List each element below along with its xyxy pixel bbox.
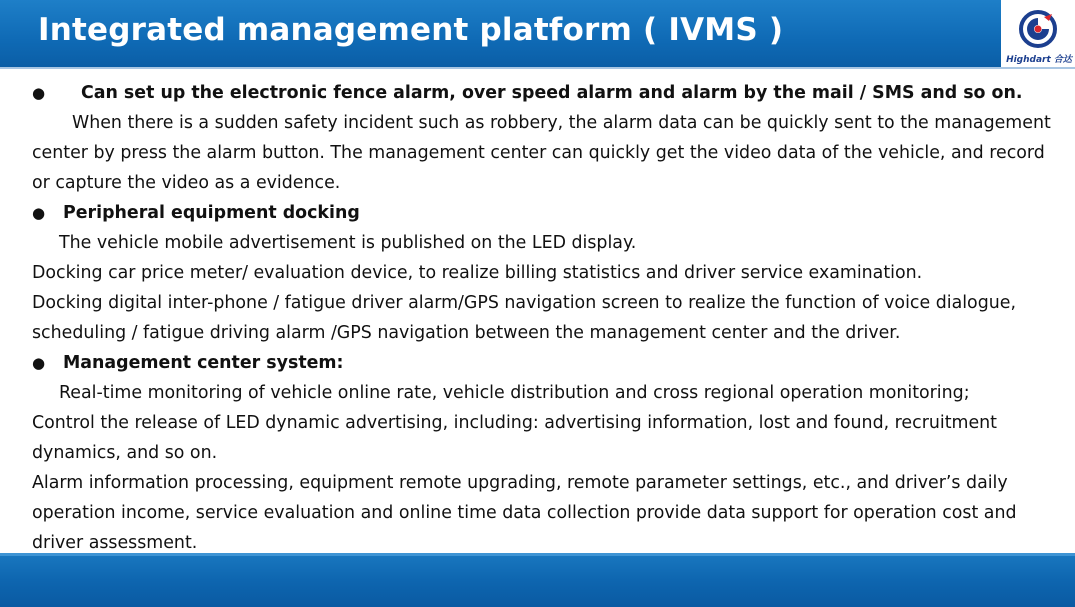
section-heading-peripheral <box>32 198 1062 228</box>
bullet-icon: ● <box>32 84 46 102</box>
paragraph-line: Real-time monitoring of vehicle online rate, vehicle distribution and cross regional operation monitoring; <box>59 383 970 403</box>
paragraph-line: or capture the video as a evidence. <box>32 173 341 193</box>
paragraph-line: Control the release of LED dynamic advertising, including: advertising information, lost and found, recruitment <box>32 413 997 433</box>
paragraph-line: Alarm information processing, equipment remote upgrading, remote parameter settings, etc., and driver’s daily <box>32 473 1008 493</box>
paragraph-line: Docking digital inter-phone / fatigue driver alarm/GPS navigation screen to realize the function of voice dialogue, <box>32 293 1016 313</box>
heading-alarm: Can set up the electronic fence alarm, over speed alarm and alarm by the mail / SMS and so on. <box>81 83 1023 103</box>
company-logo <box>1001 0 1075 67</box>
logo-wordmark: Highdart 合达 <box>1006 55 1072 65</box>
paragraph-line: driver assessment. <box>32 533 198 553</box>
paragraph-line: operation income, service evaluation and online time data collection provide data support for operation cost and <box>32 503 1017 523</box>
paragraph-line: scheduling / fatigue driving alarm /GPS navigation between the management center and the driver. <box>32 323 901 343</box>
paragraph-line: The vehicle mobile advertisement is published on the LED display. <box>59 233 637 253</box>
footer-banner <box>0 553 1075 607</box>
heading-management: Management center system: <box>63 353 344 373</box>
slide-body <box>32 78 1062 558</box>
section-heading-management <box>32 348 1062 378</box>
highdart-logo-icon <box>1018 9 1058 49</box>
paragraph-line: dynamics, and so on. <box>32 443 218 463</box>
heading-peripheral: Peripheral equipment docking <box>63 203 360 223</box>
header-divider <box>0 67 1075 69</box>
paragraph-line: When there is a sudden safety incident such as robbery, the alarm data can be quickly sent to the management <box>72 113 1051 133</box>
paragraph-line: center by press the alarm button. The management center can quickly get the video data of the vehicle, and record <box>32 143 1045 163</box>
page-title: Integrated management platform ( IVMS ) <box>38 12 784 48</box>
paragraph-line: Docking car price meter/ evaluation device, to realize billing statistics and driver service examination. <box>32 263 923 283</box>
bullet-icon: ● <box>32 354 46 372</box>
title-banner <box>0 0 1075 67</box>
section-heading-alarm <box>32 78 1062 108</box>
bullet-icon: ● <box>32 204 46 222</box>
